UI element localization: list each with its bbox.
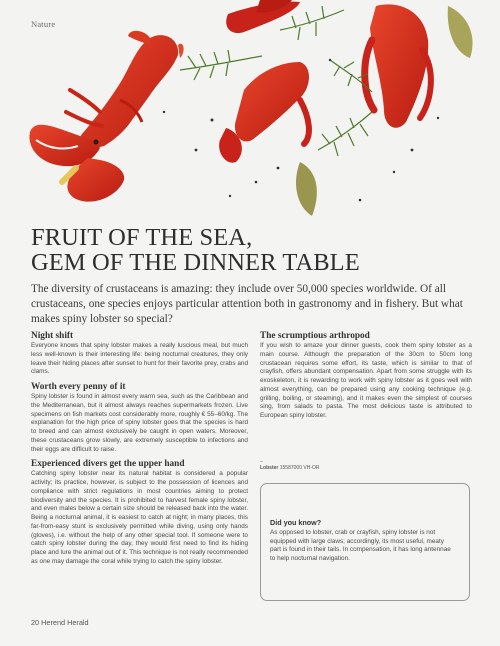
credit-code: 15587000 VH-OR — [279, 465, 320, 471]
section-body: If you wish to amaze your dinner guests, cook them spiny lobster as a main course. Although the preparation of the 30cm to 50cm long crustacean requires some effort, its taste, which is similar to that of crayfish, offers abundant compensation. Apart from some struggle with its exoskeleton, it is rewarding to work with spiny lobster as it goes well with almost everything, can be prepared using any cooking technique (e.g. grilling, boiling, or steaming), and it makes even the simplest of courses sing, from salads to pasta. The most delicious taste is attributed to European spiny lobster. — [260, 342, 472, 419]
bay-leaf-icon — [448, 6, 473, 58]
section-body: Everyone knows that spiny lobster makes a really luscious meal, but much less well-known is their interesting life: being nocturnal creatures, they only leave their hiding places after sunset to hunt for their favorite prey, crabs and clams. — [31, 342, 248, 376]
did-you-know-body: As opposed to lobster, crab or crayfish, spiny lobster is not equipped with large claws; accordingly, its most useful, meaty part is found in their tails. In compensation, it has long antennae to help nocturnal navigation. — [270, 529, 451, 562]
credit-name: Lobster — [260, 465, 279, 471]
lobster-crayfish-dill-photo-icon — [0, 0, 500, 222]
section-heading: Experienced divers get the upper hand — [31, 459, 185, 470]
article-lead: The diversity of crustaceans is amazing: they include over 50,000 species worldwide. Of all crustaceans, one species enjoys particular attention both in gastronomy and in fishery. But what makes spiny lobster so special? — [31, 283, 463, 325]
did-you-know-box — [260, 483, 470, 601]
section-heading: Night shift — [31, 331, 74, 341]
credit-dash: – — [260, 459, 263, 465]
hero-photo — [0, 0, 500, 222]
did-you-know-title: Did you know? — [270, 518, 322, 527]
article-title-line-1: FRUIT OF THE SEA, — [31, 224, 253, 251]
section-label: Nature — [31, 19, 56, 29]
left-column — [31, 330, 248, 571]
porcelain-lobster-icon — [29, 31, 183, 202]
bay-leaf-icon — [296, 162, 317, 216]
section-body: Spiny lobster is found in almost every warm sea, such as the Caribbean and the Mediterranean, but it almost always reaches supermarkets frozen. Live specimens on fish markets cost considerably more, roughly € 55–60/kg. The explanation for the high price of spiny lobster goes that the species is hard to breed and can almost exclusively be caught in open waters. Moreover, these crustaceans grow slowly, are extremely susceptible to infections and their eggs are difficult to raise. — [31, 393, 248, 453]
section-heading: The scrumptious arthropod — [260, 331, 370, 341]
section-body: Catching spiny lobster near its natural habitat is considered a popular activity; its practice, however, is subject to the possession of licences and compliance with strict regulations in most countries aiming to protect biodiversity and the species. It is prohibited to harvest female spiny lobster, and even males below a certain size should be released back into the water. Being a nocturnal animal, it is easiest to catch at night; in many places, this far-from-easy stunt is exclusively permitted while diving, using only hands (gloves), i.e. without the help of any other special tool. If someone were to catch spiny lobster during the day, they would first need to find its hiding place and lure the animal out of it. This technique is not really recommended as one may damage the coral while trying to catch the spiny lobster. — [31, 470, 248, 565]
page-folio: 20 Herend Herald — [31, 618, 89, 627]
article-title-line-2: GEM OF THE DINNER TABLE — [31, 249, 360, 276]
right-column — [260, 330, 472, 425]
product-credit — [260, 459, 319, 471]
section-heading: Worth every penny of it — [31, 382, 126, 392]
article-title — [31, 225, 471, 275]
